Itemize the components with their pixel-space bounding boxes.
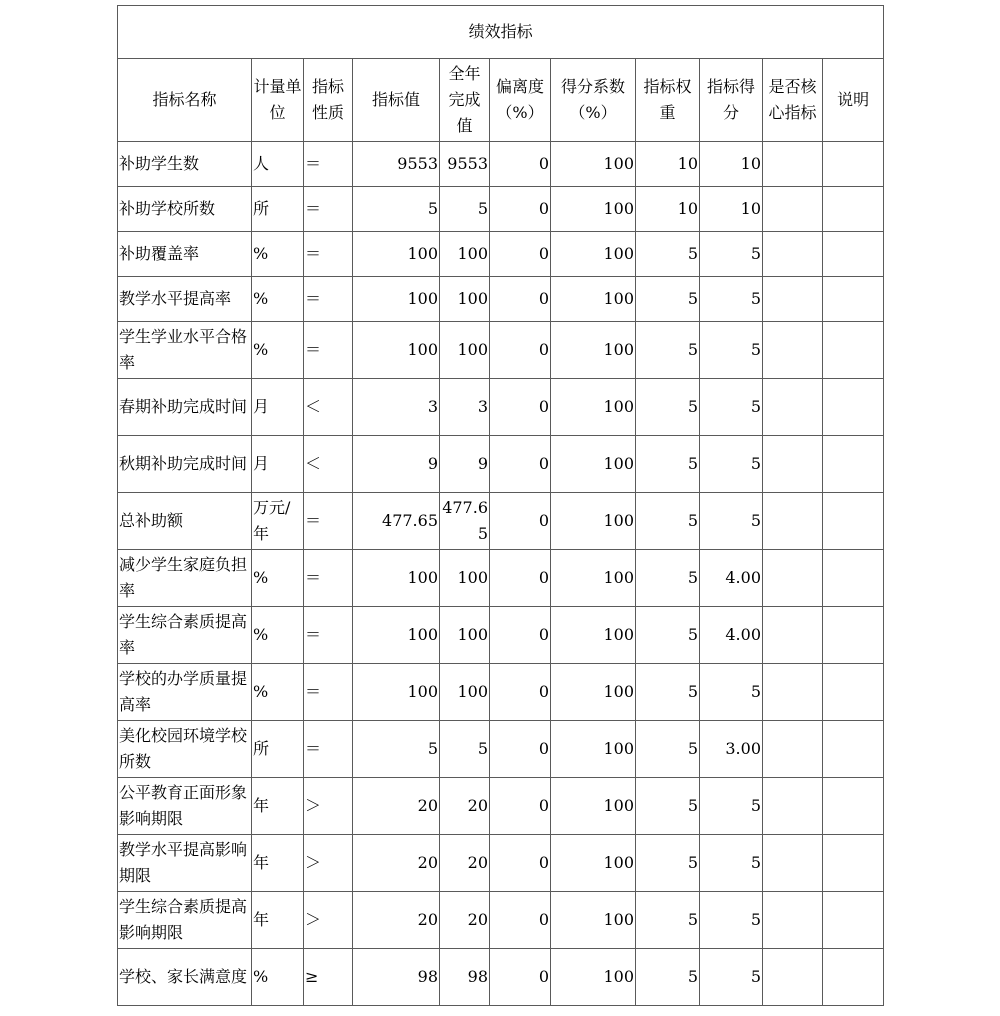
- cell-name: 减少学生家庭负担率: [118, 550, 252, 607]
- cell-actual: 477.65: [440, 493, 490, 550]
- cell-coefficient: 100: [551, 892, 636, 949]
- cell-target: 100: [353, 607, 440, 664]
- cell-target: 98: [353, 949, 440, 1006]
- header-note: 说明: [823, 59, 884, 142]
- cell-note: [823, 322, 884, 379]
- cell-nature: ＝: [304, 550, 353, 607]
- header-row: [118, 59, 884, 142]
- cell-core: [763, 550, 823, 607]
- cell-unit: %: [252, 664, 304, 721]
- table-row: [118, 436, 884, 493]
- table-row: [118, 892, 884, 949]
- cell-target: 20: [353, 835, 440, 892]
- cell-name: 教学水平提高率: [118, 277, 252, 322]
- cell-weight: 5: [636, 277, 700, 322]
- cell-unit: %: [252, 322, 304, 379]
- header-coefficient: 得分系数（%）: [551, 59, 636, 142]
- cell-target: 9553: [353, 142, 440, 187]
- cell-unit: %: [252, 277, 304, 322]
- cell-coefficient: 100: [551, 277, 636, 322]
- cell-unit: %: [252, 607, 304, 664]
- cell-weight: 5: [636, 778, 700, 835]
- cell-target: 20: [353, 778, 440, 835]
- cell-note: [823, 835, 884, 892]
- cell-name: 学生学业水平合格率: [118, 322, 252, 379]
- cell-core: [763, 436, 823, 493]
- cell-nature: ＝: [304, 277, 353, 322]
- cell-note: [823, 187, 884, 232]
- cell-weight: 10: [636, 187, 700, 232]
- cell-core: [763, 835, 823, 892]
- cell-weight: 5: [636, 835, 700, 892]
- cell-score: 10: [700, 187, 763, 232]
- table-row: [118, 322, 884, 379]
- cell-target: 3: [353, 379, 440, 436]
- cell-coefficient: 100: [551, 550, 636, 607]
- cell-nature: ≥: [304, 949, 353, 1006]
- cell-coefficient: 100: [551, 493, 636, 550]
- table-row: [118, 493, 884, 550]
- cell-coefficient: 100: [551, 721, 636, 778]
- cell-target: 5: [353, 721, 440, 778]
- cell-nature: ＝: [304, 322, 353, 379]
- cell-deviation: 0: [490, 721, 551, 778]
- cell-actual: 5: [440, 187, 490, 232]
- cell-note: [823, 778, 884, 835]
- table-row: [118, 949, 884, 1006]
- cell-note: [823, 493, 884, 550]
- cell-core: [763, 142, 823, 187]
- cell-unit: 月: [252, 379, 304, 436]
- cell-name: 学校的办学质量提高率: [118, 664, 252, 721]
- cell-note: [823, 232, 884, 277]
- cell-score: 5: [700, 379, 763, 436]
- header-name: 指标名称: [118, 59, 252, 142]
- cell-actual: 9: [440, 436, 490, 493]
- table-row: [118, 379, 884, 436]
- cell-note: [823, 607, 884, 664]
- table-row: [118, 835, 884, 892]
- cell-actual: 20: [440, 892, 490, 949]
- cell-core: [763, 607, 823, 664]
- cell-target: 100: [353, 664, 440, 721]
- cell-target: 100: [353, 322, 440, 379]
- cell-core: [763, 277, 823, 322]
- header-nature: 指标性质: [304, 59, 353, 142]
- cell-deviation: 0: [490, 778, 551, 835]
- cell-actual: 20: [440, 835, 490, 892]
- cell-coefficient: 100: [551, 607, 636, 664]
- cell-score: 3.00: [700, 721, 763, 778]
- cell-core: [763, 493, 823, 550]
- cell-nature: ＝: [304, 607, 353, 664]
- cell-core: [763, 778, 823, 835]
- cell-nature: ＜: [304, 436, 353, 493]
- cell-coefficient: 100: [551, 835, 636, 892]
- cell-target: 100: [353, 277, 440, 322]
- cell-actual: 98: [440, 949, 490, 1006]
- table-row: [118, 232, 884, 277]
- cell-name: 补助覆盖率: [118, 232, 252, 277]
- table-row: [118, 550, 884, 607]
- cell-coefficient: 100: [551, 322, 636, 379]
- header-score: 指标得分: [700, 59, 763, 142]
- cell-note: [823, 949, 884, 1006]
- cell-unit: 万元/年: [252, 493, 304, 550]
- cell-deviation: 0: [490, 550, 551, 607]
- table-row: [118, 142, 884, 187]
- cell-unit: %: [252, 949, 304, 1006]
- cell-weight: 5: [636, 436, 700, 493]
- cell-weight: 5: [636, 379, 700, 436]
- cell-weight: 5: [636, 664, 700, 721]
- cell-nature: ＞: [304, 835, 353, 892]
- header-target: 指标值: [353, 59, 440, 142]
- cell-score: 10: [700, 142, 763, 187]
- cell-deviation: 0: [490, 232, 551, 277]
- cell-target: 477.65: [353, 493, 440, 550]
- cell-nature: ＜: [304, 379, 353, 436]
- cell-coefficient: 100: [551, 436, 636, 493]
- cell-core: [763, 232, 823, 277]
- cell-score: 4.00: [700, 607, 763, 664]
- cell-unit: 年: [252, 778, 304, 835]
- header-deviation: 偏离度（%）: [490, 59, 551, 142]
- table-title: 绩效指标: [118, 6, 884, 59]
- cell-score: 5: [700, 835, 763, 892]
- table-row: [118, 664, 884, 721]
- cell-unit: %: [252, 232, 304, 277]
- cell-score: 4.00: [700, 550, 763, 607]
- cell-core: [763, 322, 823, 379]
- cell-unit: 所: [252, 721, 304, 778]
- cell-weight: 5: [636, 892, 700, 949]
- table-body: [118, 142, 884, 1006]
- cell-core: [763, 721, 823, 778]
- cell-actual: 20: [440, 778, 490, 835]
- table-row: [118, 778, 884, 835]
- cell-deviation: 0: [490, 607, 551, 664]
- cell-core: [763, 187, 823, 232]
- cell-unit: 所: [252, 187, 304, 232]
- cell-score: 5: [700, 277, 763, 322]
- cell-note: [823, 721, 884, 778]
- cell-actual: 100: [440, 607, 490, 664]
- header-core: 是否核心指标: [763, 59, 823, 142]
- cell-weight: 5: [636, 493, 700, 550]
- cell-target: 100: [353, 232, 440, 277]
- table-row: [118, 277, 884, 322]
- cell-target: 9: [353, 436, 440, 493]
- cell-note: [823, 664, 884, 721]
- header-weight: 指标权重: [636, 59, 700, 142]
- cell-note: [823, 550, 884, 607]
- cell-actual: 100: [440, 277, 490, 322]
- cell-core: [763, 949, 823, 1006]
- table-row: [118, 187, 884, 232]
- cell-score: 5: [700, 664, 763, 721]
- cell-target: 100: [353, 550, 440, 607]
- cell-core: [763, 664, 823, 721]
- cell-unit: 年: [252, 892, 304, 949]
- cell-nature: ＝: [304, 721, 353, 778]
- cell-score: 5: [700, 892, 763, 949]
- cell-name: 教学水平提高影响期限: [118, 835, 252, 892]
- cell-unit: 月: [252, 436, 304, 493]
- cell-name: 补助学校所数: [118, 187, 252, 232]
- cell-deviation: 0: [490, 379, 551, 436]
- cell-name: 总补助额: [118, 493, 252, 550]
- cell-name: 公平教育正面形象影响期限: [118, 778, 252, 835]
- cell-nature: ＝: [304, 493, 353, 550]
- table-row: [118, 721, 884, 778]
- cell-core: [763, 892, 823, 949]
- cell-actual: 100: [440, 322, 490, 379]
- performance-indicator-table: [117, 5, 884, 1006]
- cell-coefficient: 100: [551, 664, 636, 721]
- cell-deviation: 0: [490, 142, 551, 187]
- cell-unit: 人: [252, 142, 304, 187]
- cell-nature: ＝: [304, 232, 353, 277]
- cell-weight: 5: [636, 550, 700, 607]
- cell-score: 5: [700, 778, 763, 835]
- cell-name: 学校、家长满意度: [118, 949, 252, 1006]
- cell-deviation: 0: [490, 835, 551, 892]
- cell-weight: 5: [636, 232, 700, 277]
- cell-nature: ＞: [304, 778, 353, 835]
- cell-coefficient: 100: [551, 142, 636, 187]
- cell-note: [823, 142, 884, 187]
- cell-unit: %: [252, 550, 304, 607]
- cell-nature: ＞: [304, 892, 353, 949]
- cell-actual: 100: [440, 232, 490, 277]
- cell-name: 补助学生数: [118, 142, 252, 187]
- header-actual: 全年完成值: [440, 59, 490, 142]
- cell-coefficient: 100: [551, 379, 636, 436]
- cell-core: [763, 379, 823, 436]
- cell-weight: 5: [636, 721, 700, 778]
- cell-coefficient: 100: [551, 778, 636, 835]
- cell-unit: 年: [252, 835, 304, 892]
- cell-target: 5: [353, 187, 440, 232]
- cell-deviation: 0: [490, 322, 551, 379]
- cell-name: 学生综合素质提高率: [118, 607, 252, 664]
- cell-nature: ＝: [304, 142, 353, 187]
- cell-actual: 3: [440, 379, 490, 436]
- cell-actual: 100: [440, 664, 490, 721]
- cell-deviation: 0: [490, 664, 551, 721]
- cell-note: [823, 277, 884, 322]
- cell-name: 秋期补助完成时间: [118, 436, 252, 493]
- cell-deviation: 0: [490, 493, 551, 550]
- cell-note: [823, 436, 884, 493]
- cell-score: 5: [700, 949, 763, 1006]
- cell-actual: 5: [440, 721, 490, 778]
- cell-score: 5: [700, 322, 763, 379]
- cell-actual: 100: [440, 550, 490, 607]
- cell-score: 5: [700, 232, 763, 277]
- cell-deviation: 0: [490, 892, 551, 949]
- cell-nature: ＝: [304, 187, 353, 232]
- cell-deviation: 0: [490, 949, 551, 1006]
- cell-deviation: 0: [490, 187, 551, 232]
- cell-target: 20: [353, 892, 440, 949]
- header-unit: 计量单位: [252, 59, 304, 142]
- cell-score: 5: [700, 436, 763, 493]
- cell-name: 美化校园环境学校所数: [118, 721, 252, 778]
- cell-deviation: 0: [490, 436, 551, 493]
- cell-weight: 5: [636, 949, 700, 1006]
- cell-coefficient: 100: [551, 187, 636, 232]
- cell-note: [823, 892, 884, 949]
- cell-nature: ＝: [304, 664, 353, 721]
- cell-coefficient: 100: [551, 949, 636, 1006]
- cell-note: [823, 379, 884, 436]
- cell-weight: 5: [636, 322, 700, 379]
- cell-weight: 5: [636, 607, 700, 664]
- table-row: [118, 607, 884, 664]
- cell-name: 春期补助完成时间: [118, 379, 252, 436]
- cell-score: 5: [700, 493, 763, 550]
- cell-name: 学生综合素质提高影响期限: [118, 892, 252, 949]
- cell-deviation: 0: [490, 277, 551, 322]
- cell-coefficient: 100: [551, 232, 636, 277]
- cell-weight: 10: [636, 142, 700, 187]
- cell-actual: 9553: [440, 142, 490, 187]
